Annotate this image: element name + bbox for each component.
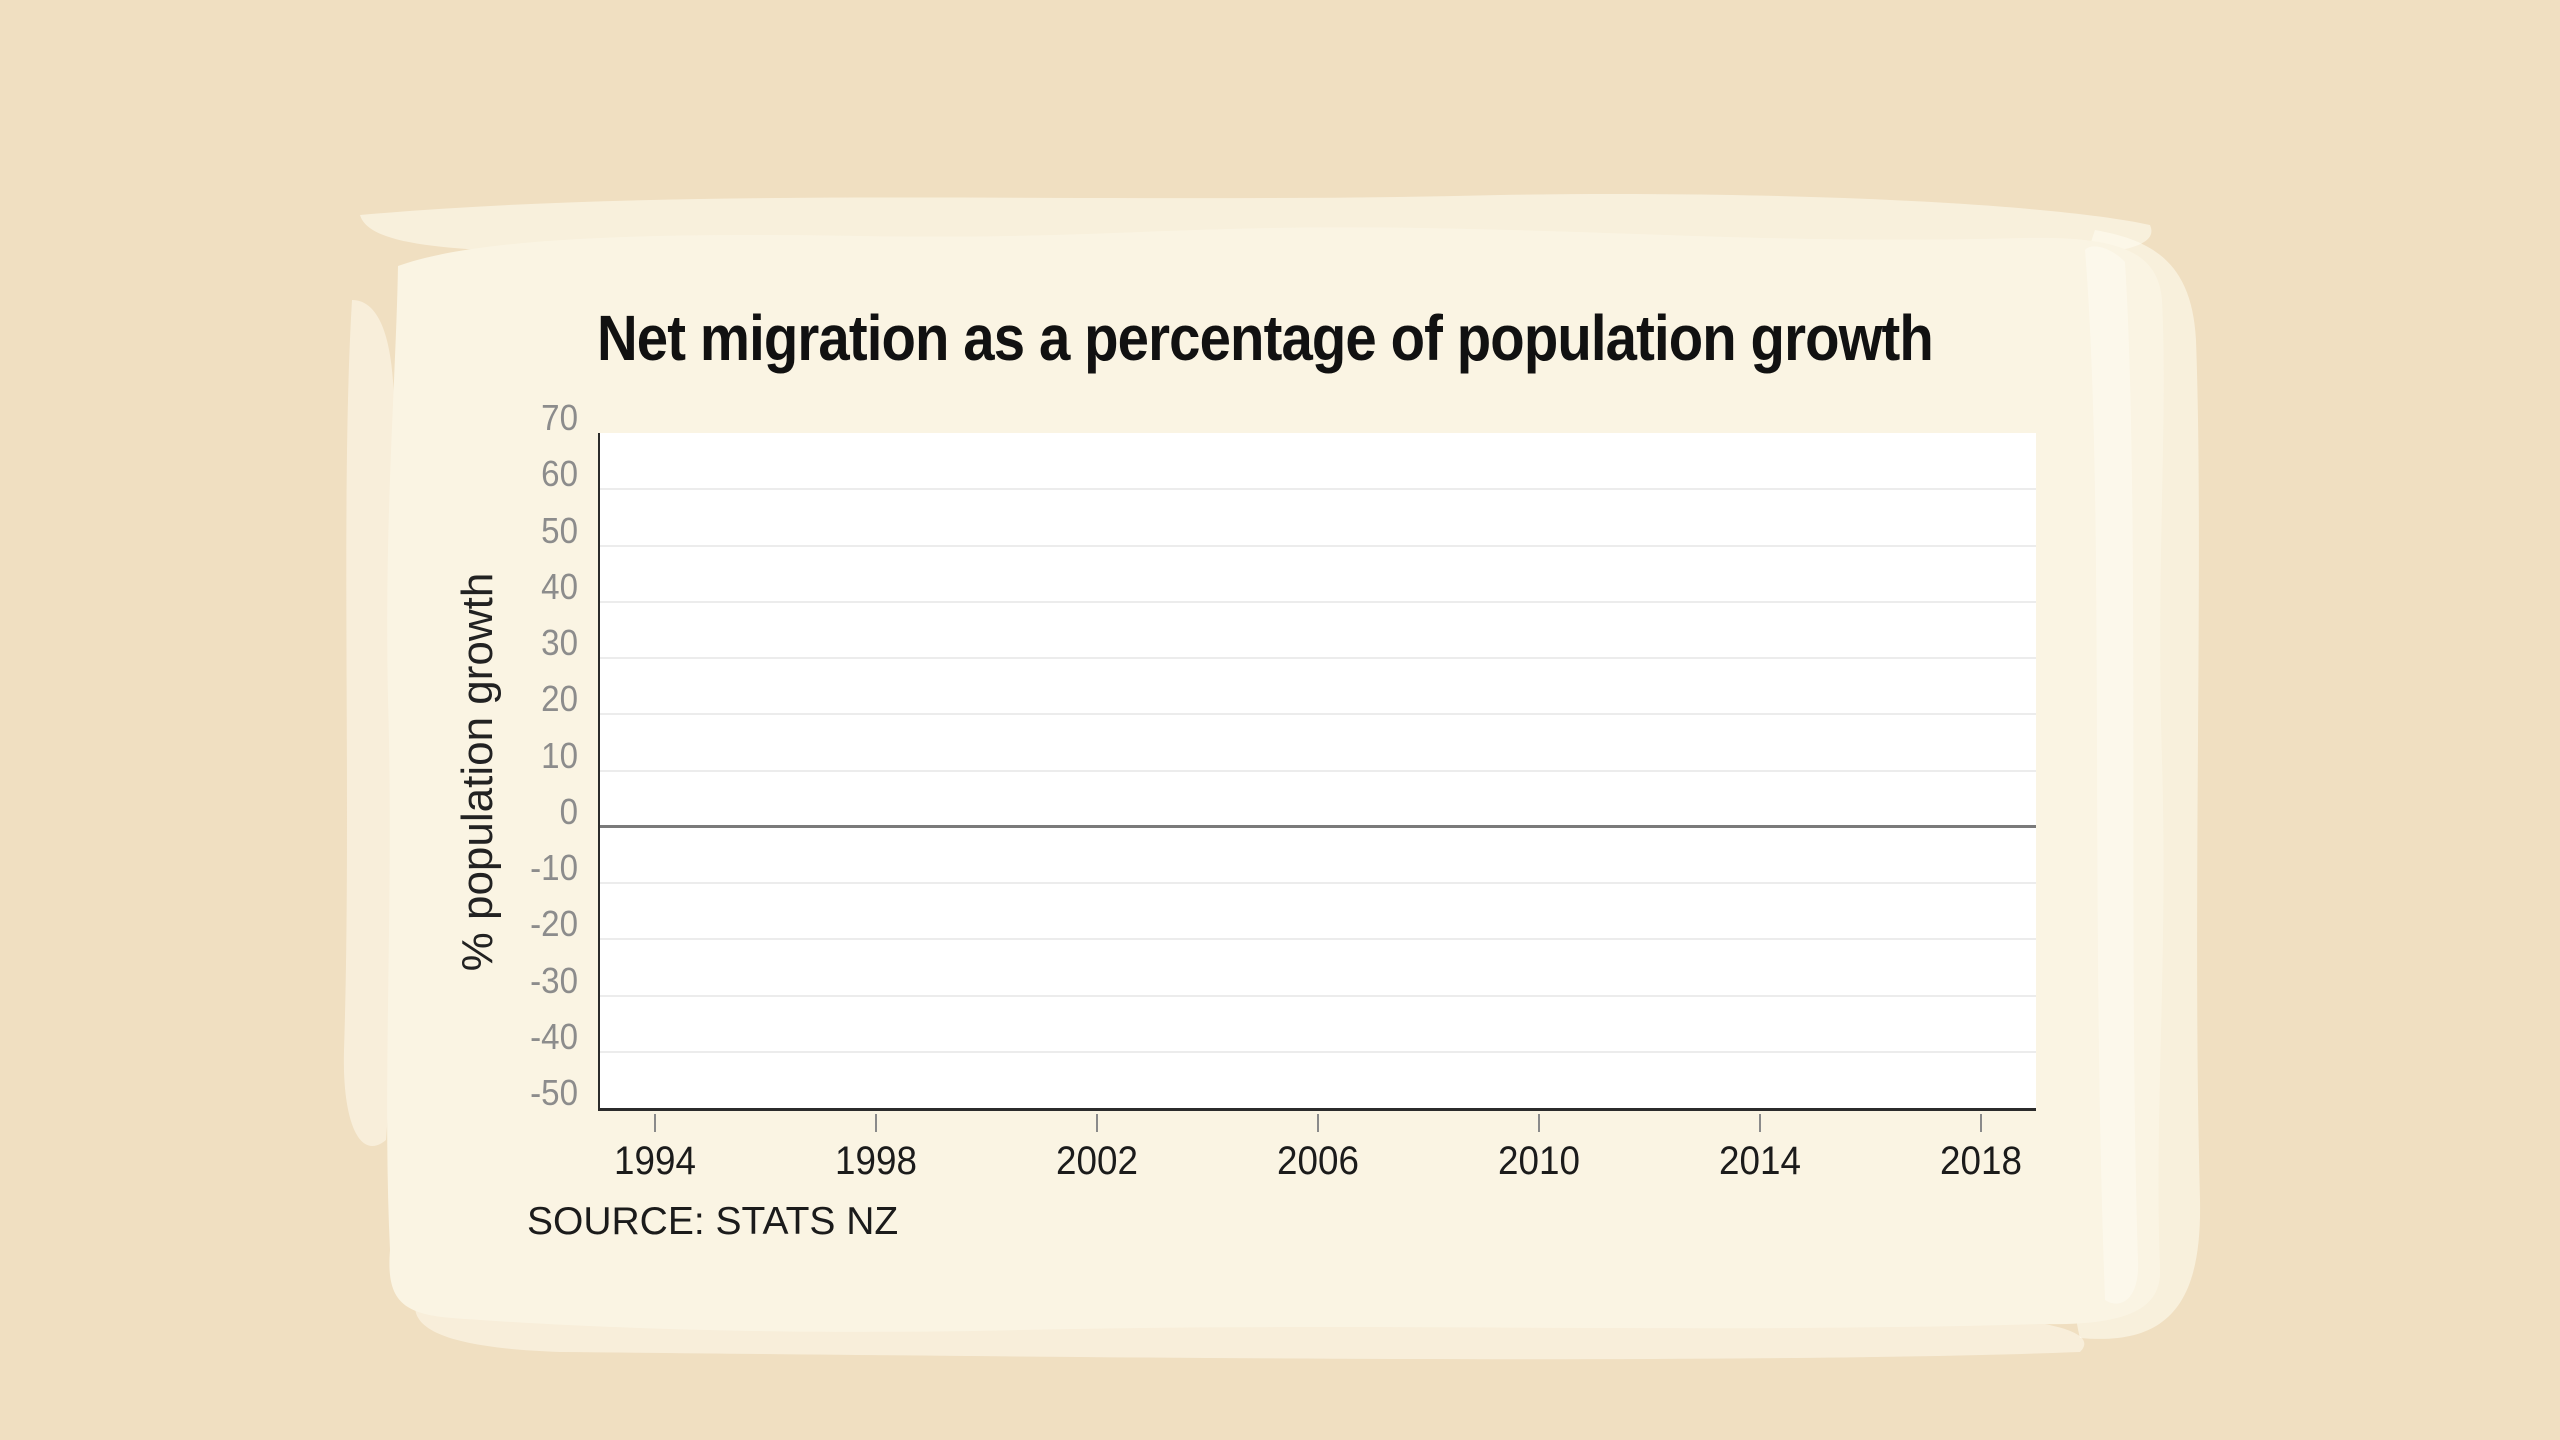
y-tick-label: 50 [541, 509, 578, 551]
gridline [600, 545, 2036, 547]
gridline [600, 657, 2036, 659]
gridline [600, 601, 2036, 603]
x-tick-label: 2002 [1056, 1139, 1138, 1183]
x-tick-mark [875, 1114, 877, 1132]
zero-line [600, 825, 2036, 828]
plot-area [598, 433, 2036, 1111]
x-tick-label: 2010 [1497, 1139, 1580, 1183]
x-tick-label: 1994 [614, 1139, 697, 1183]
x-tick-label: 2006 [1277, 1139, 1359, 1183]
y-tick-label: -20 [530, 903, 578, 945]
chart-title: Net migration as a percentage of population growth [597, 302, 1933, 374]
y-tick-label: 70 [541, 397, 578, 438]
y-tick-label: -30 [530, 959, 578, 1001]
gridline [600, 938, 2036, 940]
x-tick-label: 2018 [1939, 1139, 2022, 1183]
x-tick-mark [1317, 1114, 1319, 1132]
y-tick-label: 40 [541, 565, 578, 607]
x-tick-label: 1998 [835, 1139, 918, 1183]
gridline [600, 882, 2036, 884]
x-tick-mark [1980, 1114, 1982, 1132]
y-tick-label: -40 [530, 1015, 578, 1057]
y-tick-label: 10 [541, 734, 578, 776]
y-tick-label: 30 [541, 622, 578, 663]
x-tick-mark [1538, 1114, 1540, 1132]
source-note: SOURCE: STATS NZ [527, 1200, 899, 1243]
y-axis-title: % population growth [453, 572, 502, 972]
x-tick-mark [1759, 1114, 1761, 1132]
y-tick-label: 0 [559, 790, 578, 832]
gridline [600, 1051, 2036, 1053]
x-tick-mark [654, 1114, 656, 1132]
gridline [600, 488, 2036, 490]
y-axis-tick-labels [0, 397, 578, 1113]
gridline [600, 713, 2036, 715]
x-tick-label: 2014 [1718, 1139, 1801, 1183]
y-tick-label: 20 [541, 678, 578, 720]
y-tick-label: -50 [530, 1072, 578, 1113]
gridline [600, 770, 2036, 772]
y-tick-label: -10 [530, 847, 578, 888]
gridline [600, 995, 2036, 997]
x-tick-mark [1096, 1114, 1098, 1132]
y-tick-label: 60 [541, 453, 578, 495]
